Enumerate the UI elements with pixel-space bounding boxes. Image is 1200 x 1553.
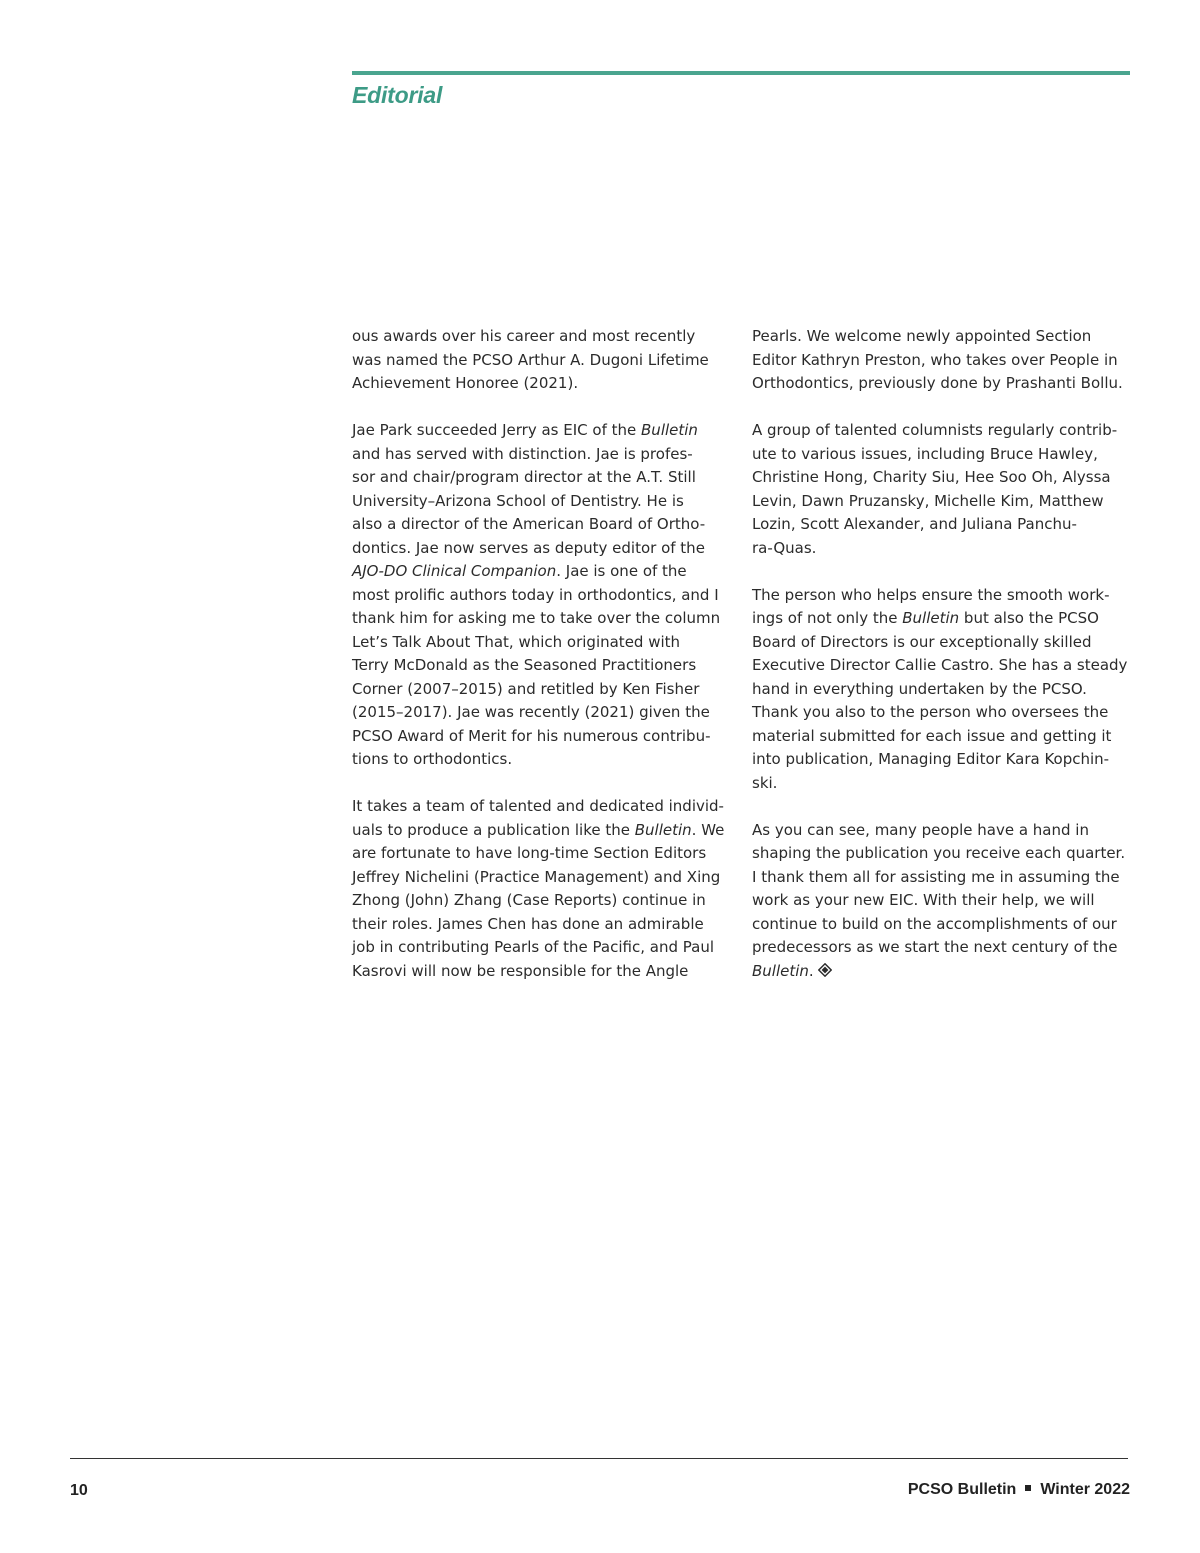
publication-name: Bulletin <box>902 609 960 627</box>
text-line: A group of talented columnists regularly contrib- <box>752 421 1118 439</box>
text-line: shaping the publication you receive each quarter. <box>752 844 1126 862</box>
issue-date: Winter 2022 <box>1040 1481 1130 1498</box>
text-line: Executive Director Callie Castro. She has a steady <box>752 656 1128 674</box>
text-line: I thank them all for assisting me in assuming the <box>752 867 1120 886</box>
text-line <box>352 419 737 443</box>
running-footer <box>908 1481 1130 1499</box>
paragraph <box>752 819 1132 985</box>
publication-name: Bulletin <box>752 961 809 980</box>
text-line: Board of Directors is our exceptionally skilled <box>752 632 1092 651</box>
text-line: tions to orthodontics. <box>352 750 513 768</box>
left-column <box>352 325 737 1007</box>
text-line: (2015–2017). Jae was recently (2021) given the <box>352 703 710 721</box>
paragraph <box>752 584 1132 796</box>
paragraph <box>752 419 1132 560</box>
text-line: Orthodontics, previously done by Prashanti Bollu. <box>752 374 1123 392</box>
text-line: Let’s Talk About That, which originated with <box>352 632 681 651</box>
text-line: work as your new EIC. With their help, we will <box>752 891 1095 909</box>
text-run: uals to produce a publication like the <box>352 820 635 839</box>
section-title: Editorial <box>352 82 443 108</box>
text-line: hand in everything undertaken by the PCSO. <box>752 679 1087 698</box>
text-line: sor and chair/program director at the A.T. Still <box>352 468 696 486</box>
text-line: ous awards over his career and most recently <box>352 327 696 345</box>
header-rule <box>352 71 1130 75</box>
text-run: . We <box>691 820 725 839</box>
text-line <box>752 960 1132 985</box>
text-line: predecessors as we start the next century of the <box>752 938 1118 956</box>
text-line: continue to build on the accomplishments of our <box>752 914 1117 933</box>
text-run: Jae Park succeeded Jerry as EIC of the <box>352 421 642 439</box>
publication-name: Bulletin <box>641 421 698 439</box>
text-line: Pearls. We welcome newly appointed Section <box>752 327 1092 345</box>
text-line: ski. <box>752 773 778 792</box>
text-line: Thank you also to the person who oversees the <box>752 703 1109 721</box>
text-line: their roles. James Chen has done an admirable <box>352 914 704 933</box>
footer-rule <box>70 1458 1128 1459</box>
text-line: Terry McDonald as the Seasoned Practitioners <box>352 656 697 674</box>
square-bullet-icon <box>1025 1485 1031 1491</box>
page-number: 10 <box>70 1482 88 1499</box>
text-line: Christine Hong, Charity Siu, Hee Soo Oh, Alyssa <box>752 468 1111 486</box>
text-line <box>752 607 1132 631</box>
text-line: Achievement Honoree (2021). <box>352 374 579 392</box>
text-run: . Jae is one of the <box>556 562 687 580</box>
text-line: Kasrovi will now be responsible for the Angle <box>352 961 689 980</box>
text-line: Editor Kathryn Preston, who takes over People in <box>752 350 1118 369</box>
text-line <box>352 819 737 843</box>
text-line: The person who helps ensure the smooth work- <box>752 585 1110 604</box>
text-run: but also the PCSO <box>959 609 1099 627</box>
right-column <box>752 325 1132 1008</box>
text-line: Lozin, Scott Alexander, and Juliana Panchu- <box>752 515 1077 533</box>
paragraph <box>352 795 737 983</box>
text-line: ra-Quas. <box>752 538 817 557</box>
text-line: most prolific authors today in orthodontics, and I <box>352 585 719 604</box>
text-line: thank him for asking me to take over the column <box>352 609 721 627</box>
text-line: material submitted for each issue and getting it <box>752 726 1112 745</box>
text-line: and has served with distinction. Jae is profes- <box>352 444 693 463</box>
text-line: are fortunate to have long-time Section Editors <box>352 844 707 862</box>
paragraph <box>752 325 1132 396</box>
text-line: was named the PCSO Arthur A. Dugoni Lifetime <box>352 350 709 369</box>
diamond-end-mark-icon <box>818 961 832 985</box>
text-line: Jeffrey Nichelini (Practice Management) and Xing <box>352 867 721 886</box>
text-line: dontics. Jae now serves as deputy editor of the <box>352 538 705 557</box>
publication-name: Bulletin <box>634 820 692 839</box>
text-run: . <box>808 961 814 980</box>
paragraph <box>352 325 737 396</box>
text-line: As you can see, many people have a hand in <box>752 820 1089 839</box>
text-line: job in contributing Pearls of the Pacific, and Paul <box>352 938 714 956</box>
paragraph <box>352 419 737 772</box>
text-run: ings of not only the <box>752 609 903 627</box>
text-line: into publication, Managing Editor Kara Kopchin- <box>752 750 1110 768</box>
publication-title: PCSO Bulletin <box>907 1481 1017 1498</box>
publication-name: AJO-DO Clinical Companion <box>352 562 557 580</box>
text-line: Levin, Dawn Pruzansky, Michelle Kim, Matthew <box>752 491 1104 510</box>
text-line: Corner (2007–2015) and retitled by Ken Fisher <box>352 679 700 698</box>
text-line: PCSO Award of Merit for his numerous contribu- <box>352 726 711 745</box>
text-line: It takes a team of talented and dedicated individ- <box>352 797 724 815</box>
text-line: also a director of the American Board of Ortho- <box>352 515 706 533</box>
text-line <box>352 560 737 584</box>
text-line: ute to various issues, including Bruce Hawley, <box>752 444 1098 463</box>
text-line: Zhong (John) Zhang (Case Reports) continue in <box>352 891 706 909</box>
text-line: University–Arizona School of Dentistry. He is <box>352 491 684 510</box>
